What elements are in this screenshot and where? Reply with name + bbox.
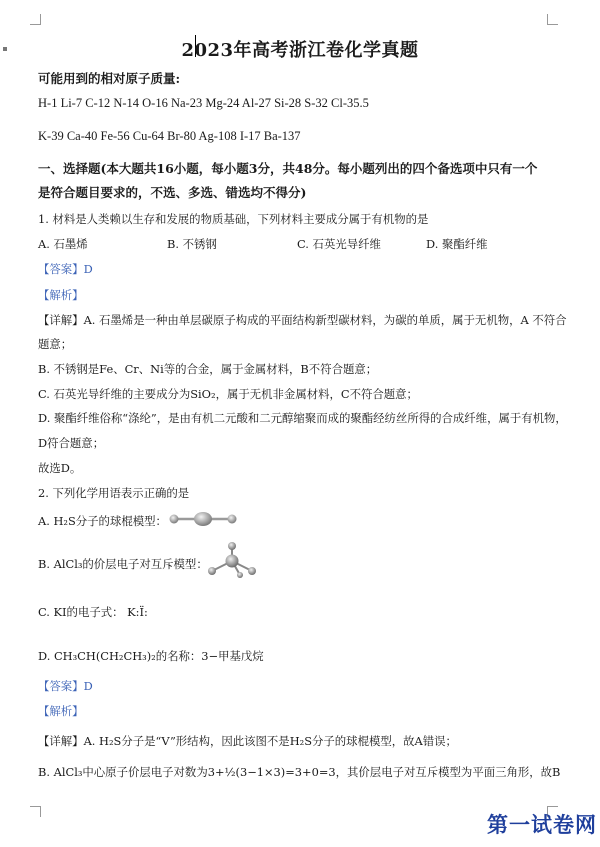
atomic-mass-line-2: K-39 Ca-40 Fe-56 Cu-64 Br-80 Ag-108 I-17 Ba-137 xyxy=(38,129,301,143)
q2-answer: 【答案】D xyxy=(38,679,93,693)
q1-detail-line-5: D. 聚酯纤维俗称“涤纶”，是由有机二元酸和二元醇缩聚而成的聚酯经纺丝所得的合成纤维，属于有机物， xyxy=(38,411,567,425)
q1-detail-line-1: 【详解】A. 石墨烯是一种由单层碳原子构成的平面结构新型碳材料，为碳的单质，属于无机物，A 不符合 xyxy=(38,313,567,327)
page-title: 2023年高考浙江卷化学真题 xyxy=(181,40,419,61)
q1-detail-line-3: B. 不锈钢是Fe、Cr、Ni等的合金，属于金属材料，B不符合题意； xyxy=(38,362,378,376)
q1-detail-line-4: C. 石英光导纤维的主要成分为SiO₂，属于无机非金属材料，C不符合题意； xyxy=(38,387,418,401)
site-watermark: 第一试卷网 xyxy=(487,813,597,837)
q2-option-d: D. CH₃CH(CH₂CH₃)₂的名称：3−甲基戊烷 xyxy=(38,649,264,663)
alcl3-vsepr-model-icon xyxy=(204,541,260,579)
q1-answer: 【答案】D xyxy=(38,262,93,276)
atomic-mass-heading: 可能用到的相对原子质量: xyxy=(38,71,181,86)
q1-option-c: C. 石英光导纤维 xyxy=(297,237,381,251)
q2-option-a: A. H₂S分子的球棍模型： xyxy=(38,514,167,528)
q1-option-a: A. 石墨烯 xyxy=(38,237,88,251)
page-corner-mark xyxy=(30,806,41,817)
q1-conclusion: 故选D。 xyxy=(38,461,82,475)
section-heading-line-1: 一、选择题(本大题共16小题，每小题3分，共48分。每小题列出的四个备选项中只有一个 xyxy=(38,161,538,176)
q1-option-b: B. 不锈钢 xyxy=(167,237,217,251)
q1-detail-line-6: D符合题意； xyxy=(38,436,105,450)
q1-option-d: D. 聚酯纤维 xyxy=(426,237,488,251)
q1-detail-line-2: 题意； xyxy=(38,337,73,351)
atomic-mass-line-1: H-1 Li-7 C-12 N-14 O-16 Na-23 Mg-24 Al-27 Si-28 S-32 Cl-35.5 xyxy=(38,96,369,110)
q2-option-b: B. AlCl₃的价层电子对互斥模型： xyxy=(38,557,208,571)
q1-stem: 1. 材料是人类赖以生存和发展的物质基础，下列材料主要成分属于有机物的是 xyxy=(38,212,429,226)
page-corner-mark xyxy=(30,14,41,25)
q2-detail-b: B. AlCl₃中心原子价层电子对数为3+½(3−1×3)=3+0=3，其价层电子对互斥模型为平面三角形，故B xyxy=(38,765,561,779)
q2-detail-a: 【详解】A. H₂S分子是“V”形结构，因此该图不是H₂S分子的球棍模型，故A错误； xyxy=(38,734,457,748)
q2-analysis-tag: 【解析】 xyxy=(38,704,84,718)
q2-stem: 2. 下列化学用语表示正确的是 xyxy=(38,486,190,500)
q1-analysis-tag: 【解析】 xyxy=(38,288,84,302)
section-heading-line-2: 是符合题目要求的，不选、多选、错选均不得分) xyxy=(38,185,307,200)
h2s-ball-stick-model-icon xyxy=(168,509,240,529)
q2-option-c: C. KI的电子式： K:Ï: xyxy=(38,605,148,619)
page-corner-mark xyxy=(547,14,558,25)
